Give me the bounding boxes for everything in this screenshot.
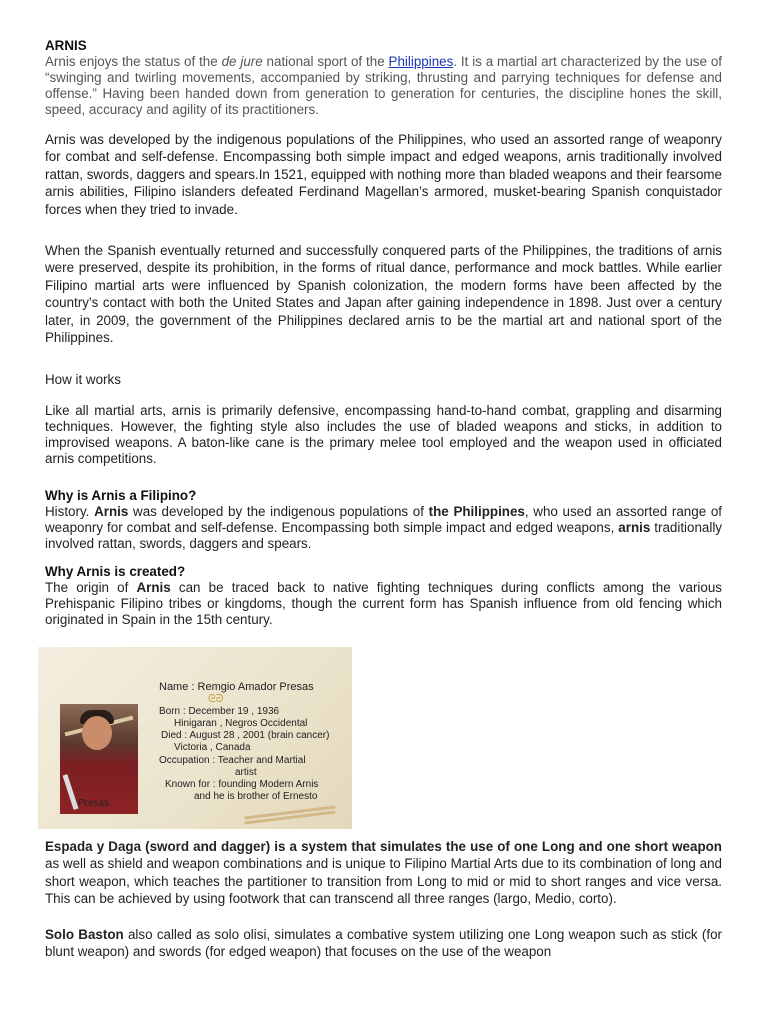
espada-rest: as well as shield and weapon combinations and is unique to Filipino Martial Arts due to its combination of long and short weapon, which teaches the partitioner to transition from Long to mid or mid to short ranges and vice versa. This can be achieved by using footwork that can transcend all three ranges (largo, Medio, corto). xyxy=(45,856,722,907)
presas-info-card xyxy=(38,647,352,829)
espada-paragraph xyxy=(45,838,722,908)
intro-text-2: national sport of the xyxy=(262,54,389,69)
spanish-paragraph: When the Spanish eventually returned and successfully conquered parts of the Philippines, the traditions of arnis were preserved, despite its prohibition, in the forms of ritual dance, performance and mock battles. While earlier Filipino martial arts were influenced by Spanish colonization, the modern forms have been affected by the country’s contact with both the United States and Japan after gaining independence in 1898. Just over a century later, in 2009, the government of the Philippines declared arnis to be the martial art and national sport of the Philippines. xyxy=(45,243,722,346)
wf-text-e: , who used an assorted range of weaponry for combat and self-defense. Encompassing both simple impact and edged weapons, xyxy=(45,504,723,535)
solo-bold: Solo Baston xyxy=(45,927,124,942)
solo-paragraph xyxy=(45,926,722,961)
wf-bold-d: the Philippines xyxy=(428,504,525,519)
why-created-section xyxy=(45,564,722,628)
spanish-section xyxy=(45,242,722,346)
solo-rest: also called as solo olisi, simulates a combative system utilizing one Long weapon such as stick (for blunt weapon) and swords (for edged weapon) that focuses on the use of the weapon xyxy=(45,927,722,960)
wf-text-a: History. xyxy=(45,504,95,519)
intro-text-1: Arnis enjoys the status of the xyxy=(45,54,222,69)
why-created-heading: Why Arnis is created? xyxy=(45,564,186,579)
why-filipino-heading: Why is Arnis a Filipino? xyxy=(45,488,197,503)
intro-text-3: . It is a martial art characterized by the use of “swinging and twirling movements, accompanied by striking, thrusting and parrying techniques for defense and offense.” Having been handed down from generation to generation for centuries, the discipline hones the skill, speed, accuracy and agility of its practitioners. xyxy=(45,54,722,117)
wf-bold-b: Arnis xyxy=(94,504,129,519)
card-occupation: Occupation : Teacher and Martial xyxy=(159,755,306,766)
blade-image xyxy=(63,774,79,810)
why-filipino-section xyxy=(45,488,722,552)
wf-text-g: traditionally involved rattan, swords, daggers and spears. xyxy=(45,520,723,551)
wf-text-c: was developed by the indigenous populations of xyxy=(128,504,429,519)
card-died: Died : August 28 , 2001 (brain cancer) xyxy=(161,730,330,741)
swirl-ornament-icon: ᘓᘒ xyxy=(208,693,224,705)
intro-dejure: de jure xyxy=(221,54,263,69)
card-died-place: Victoria , Canada xyxy=(174,742,251,753)
philippines-link[interactable]: Philippines xyxy=(388,54,454,69)
why-filipino-paragraph xyxy=(45,504,722,552)
how-heading: How it works xyxy=(45,372,121,387)
card-name: Name : Remgio Amador Presas xyxy=(159,681,314,693)
card-born: Born : December 19 , 1936 xyxy=(159,706,280,717)
wc-text-c: can be traced back to native fighting techniques during conflicts among the various Prehispanic Filipino tribes or kingdoms, though the current form has Spanish influence from old fencing which originated in Spain in the 15th century. xyxy=(45,580,722,627)
card-caption: Presas xyxy=(78,798,110,809)
why-created-paragraph xyxy=(45,580,722,628)
how-section xyxy=(45,372,722,388)
card-occupation-2: artist xyxy=(235,767,257,778)
intro-section xyxy=(45,38,722,118)
solo-section xyxy=(45,926,722,961)
card-known: Known for : founding Modern Arnis xyxy=(165,779,319,790)
document-title: ARNIS xyxy=(45,38,87,53)
defensive-section xyxy=(45,403,722,467)
face-shape xyxy=(82,716,112,750)
history-paragraph: Arnis was developed by the indigenous populations of the Philippines, who used an assorted range of weaponry for combat and self-defense. Encompassing both simple impact and edged weapons, arnis traditionally involved rattan, swords, daggers and spears.In 1521, equipped with nothing more than bladed weapons and their fearsome arnis abilities, Filipino islanders defeated Ferdinand Magellan’s armored, musket-bearing Spanish conquistador forces when they tried to invade. xyxy=(45,132,722,217)
history-section xyxy=(45,131,722,218)
espada-bold: Espada y Daga (sword and dagger) is a system that simulates the use of one Long and one short weapon xyxy=(45,839,722,854)
intro-paragraph xyxy=(45,54,722,118)
wf-bold-f: arnis xyxy=(618,520,651,535)
defensive-paragraph: Like all martial arts, arnis is primarily defensive, encompassing hand-to-hand combat, grappling and disarming techniques. However, the fighting style also includes the use of bladed weapons and sticks, in addition to improvised weapons. A baton-like cane is the primary melee tool employed and the weapon used in officiated arnis competitions. xyxy=(45,403,722,466)
arnis-sticks-image xyxy=(244,811,334,819)
wc-bold-b: Arnis xyxy=(136,580,171,595)
espada-section xyxy=(45,838,722,908)
card-born-place: Hinigaran , Negros Occidental xyxy=(174,718,308,729)
card-known-2: and he is brother of Ernesto xyxy=(194,791,318,802)
wc-text-a: The origin of xyxy=(45,580,137,595)
